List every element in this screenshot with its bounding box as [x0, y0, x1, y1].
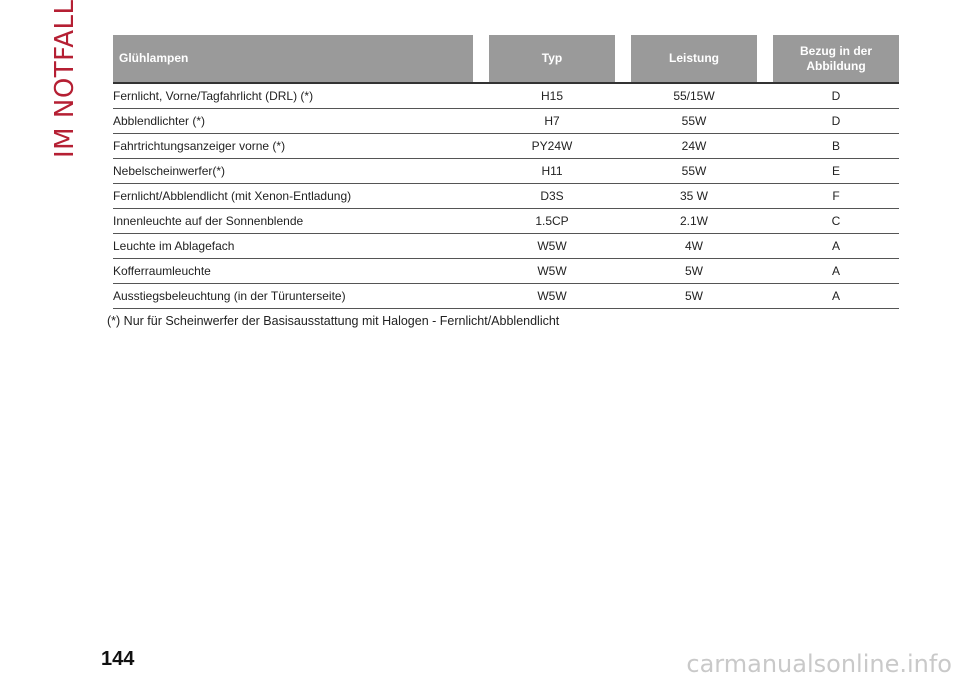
page-number: 144 — [101, 648, 135, 670]
cell-power: 55W — [681, 164, 707, 178]
cell-bulb: Abblendlichter (*) — [113, 114, 206, 128]
table-row — [113, 84, 899, 109]
cell-reference: F — [832, 189, 840, 203]
cell-type: H11 — [541, 164, 563, 178]
cell-type: W5W — [537, 264, 567, 278]
watermark: carmanualsonline.info — [686, 650, 952, 678]
cell-power: 24W — [681, 139, 707, 153]
cell-type: W5W — [537, 289, 567, 303]
cell-bulb: Leuchte im Ablagefach — [113, 239, 235, 253]
table-row — [113, 284, 899, 309]
section-side-label: IM NOTFALL — [50, 0, 80, 158]
header-gluehlampen: Glühlampen — [113, 35, 473, 82]
table-header — [113, 35, 899, 84]
cell-type: D3S — [540, 189, 564, 203]
cell-type: H15 — [540, 89, 563, 103]
table-row — [113, 159, 899, 184]
header-leistung: Leistung — [631, 35, 757, 82]
cell-bulb: Fernlicht/Abblendlicht (mit Xenon-Entladung) — [113, 189, 352, 203]
bulb-table — [113, 35, 899, 309]
cell-power: 4W — [685, 239, 703, 253]
table-row — [113, 234, 899, 259]
cell-power: 2.1W — [679, 214, 708, 228]
cell-power: 5W — [685, 289, 703, 303]
cell-bulb: Nebelscheinwerfer(*) — [113, 164, 226, 178]
cell-reference: A — [831, 264, 840, 278]
header-typ: Typ — [489, 35, 615, 82]
cell-type: H7 — [544, 114, 560, 128]
cell-bulb: Fahrtrichtungsanzeiger vorne (*) — [113, 139, 286, 153]
table-row — [113, 109, 899, 134]
table-row — [113, 134, 899, 159]
table-row — [113, 184, 899, 209]
cell-reference: A — [831, 239, 840, 253]
cell-bulb: Innenleuchte auf der Sonnenblende — [113, 214, 304, 228]
cell-power: 5W — [685, 264, 703, 278]
table-row — [113, 209, 899, 234]
cell-type: PY24W — [531, 139, 573, 153]
cell-power: 55/15W — [673, 89, 715, 103]
cell-bulb: Fernlicht, Vorne/Tagfahrlicht (DRL) (*) — [113, 89, 314, 103]
cell-bulb: Ausstiegsbeleuchtung (in der Türunterseite) — [113, 289, 346, 303]
cell-reference: B — [831, 139, 840, 153]
header-bezug — [773, 35, 899, 82]
cell-power: 35 W — [679, 189, 708, 203]
header-bezug-line1: Bezug in der — [799, 43, 872, 58]
cell-reference: E — [831, 164, 840, 178]
cell-bulb: Kofferraumleuchte — [113, 264, 211, 278]
cell-reference: D — [831, 114, 841, 128]
cell-type: W5W — [537, 239, 567, 253]
footnote: (*) Nur für Scheinwerfer der Basisausstattung mit Halogen - Fernlicht/Abblendlicht — [107, 314, 560, 328]
table-row — [113, 259, 899, 284]
cell-reference: D — [831, 89, 841, 103]
cell-type: 1.5CP — [535, 214, 569, 228]
header-bezug-line2: Abbildung — [806, 58, 866, 73]
cell-power: 55W — [681, 114, 707, 128]
cell-reference: C — [831, 214, 841, 228]
cell-reference: A — [831, 289, 840, 303]
